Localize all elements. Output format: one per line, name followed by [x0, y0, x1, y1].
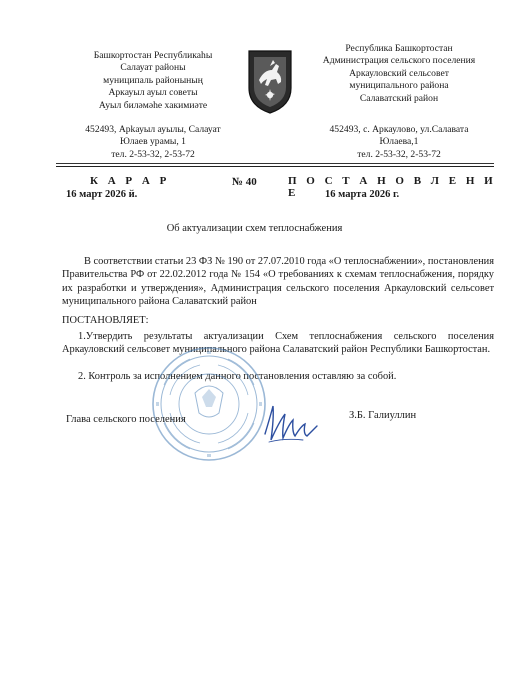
doc-type-bashkir: К А Р А Р	[90, 175, 170, 187]
header-left-line: Аркауыл ауыл советы	[108, 87, 198, 99]
header-right	[304, 43, 494, 105]
address-right-line: 452493, с. Аркаулово, ул.Салавата	[329, 124, 469, 135]
doc-date-russian: 16 марта 2026 г.	[325, 189, 400, 200]
doc-title: Об актуализации схем теплоснабжения	[166, 223, 343, 234]
address-right	[304, 124, 494, 161]
coat-of-arms-icon	[246, 48, 294, 116]
address-left	[58, 124, 248, 161]
header-left-line: Салауат районы	[120, 62, 186, 74]
header-right-line: Администрация сельского поселения	[322, 55, 476, 67]
body-paragraph: 2. Контроль за исполнением данного постановления оставляю за собой.	[78, 371, 397, 382]
body-resolves: ПОСТАНОВЛЯЕТ:	[62, 315, 149, 326]
body-paragraph: В соответствии статьи 23 ФЗ № 190 от 27.07.2010 года «О теплоснабжении», постановления Правительства РФ от 22.02.2012 года № 154 «О требованиях к схемам теплоснабжения, порядку их разработки и утверждения», Администрация сельского поселения Аркауловский сельсовет муниципального района Салаватский район	[62, 256, 494, 308]
address-left-line: Юлаев урамы, 1	[120, 136, 186, 148]
address-left-line: тел. 2-53-32, 2-53-72	[111, 148, 195, 160]
body-paragraph: 1.Утвердить результаты актуализации Схем теплоснабжения сельского поселения Аркауловский сельсовет муниципального района Салаватский район Республики Башкортостан.	[62, 331, 494, 356]
header-left	[58, 50, 248, 112]
header-right-line: Аркауловский сельсовет	[349, 67, 449, 79]
signatory-position: Глава сельского поселения	[66, 414, 186, 425]
signatory-name: З.Б. Галиуллин	[349, 410, 417, 421]
header-left-line: Башкортостан Республикаһы	[93, 50, 213, 61]
address-right-line: тел. 2-53-32, 2-53-72	[357, 148, 441, 160]
official-seal-icon	[150, 345, 268, 463]
header-left-line: муниципаль районының	[103, 74, 203, 86]
address-left-line: 452493, Арkауыл ауылы, Салауат	[85, 124, 221, 135]
address-right-line: Юлаева,1	[379, 136, 419, 148]
doc-number: № 40	[232, 176, 257, 188]
header-right-line: муниципального района	[349, 80, 449, 92]
doc-date-bashkir: 16 март 2026 й.	[66, 189, 138, 200]
handwritten-signature-icon	[255, 400, 325, 450]
header-divider	[56, 166, 494, 167]
header-right-line: Салаватский район	[359, 92, 439, 104]
header-divider	[56, 163, 494, 164]
doc-type-russian: П О С Т А Н О В Л Е Н И Е	[288, 175, 497, 199]
header-right-line: Республика Башкортостан	[345, 43, 453, 54]
header-left-line: Ауыл биләмәһе хакимиәте	[98, 99, 208, 111]
